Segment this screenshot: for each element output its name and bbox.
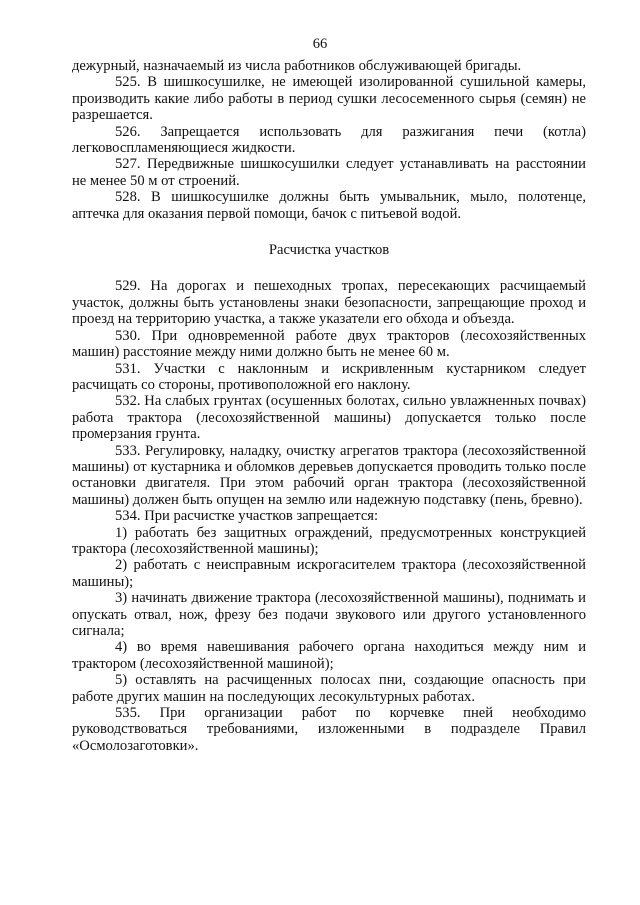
- paragraph-531: 531. Участки с наклонным и искривленным кустарником следует расчищать со стороны, противоположной его наклону.: [72, 360, 586, 393]
- paragraph-530: 530. При одновременной работе двух тракторов (лесохозяйственных машин) расстояние между ними должно быть не менее 60 м.: [72, 327, 586, 361]
- list-item-3: 3) начинать движение трактора (лесохозяйственной машины), поднимать и опускать отвал, нож, фрезу без подачи звукового или другого установленного сигнала;: [72, 590, 586, 639]
- paragraph-526: 526. Запрещается использовать для разжигания печи (котла) легковоспламеняющиеся жидкости.: [72, 123, 586, 157]
- list-item-5: 5) оставлять на расчищенных полосах пни, создающие опасность при работе других машин на последующих лесокультурных работах.: [72, 672, 586, 705]
- paragraph-532: 532. На слабых грунтах (осушенных болотах, сильно увлажненных почвах) работа трактора (лесохозяйственной машины) допускается только после промерзания грунта.: [72, 393, 586, 443]
- list-item-2: 2) работать с неисправным искрогасителем трактора (лесохозяйственной машины);: [72, 557, 586, 590]
- list-item-4: 4) во время навешивания рабочего органа находиться между ним и трактором (лесохозяйственной машиной);: [72, 639, 586, 672]
- page-number: 66: [312, 36, 328, 52]
- paragraph-533: 533. Регулировку, наладку, очистку агрегатов трактора (лесохозяйственной машины) от кустарника и обломков деревьев допускается проводить только после остановки двигателя. При этом рабочий орган трактора (лесохозяйственной машины) должен быть опущен на землю или надежную подставку (пень, бревно).: [72, 442, 586, 508]
- paragraph-continuation: дежурный, назначаемый из числа работников обслуживающей бригады.: [72, 58, 522, 74]
- document-body: [72, 58, 586, 754]
- paragraph-528: 528. В шишкосушилке должны быть умывальник, мыло, полотенце, аптечка для оказания первой помощи, бачок с питьевой водой.: [72, 189, 586, 222]
- paragraph-529: 529. На дорогах и пешеходных тропах, пересекающих расчищаемый участок, должны быть установлены знаки безопасности, запрещающие проход и проезд на территорию участка, а также указатели его обхода и объезда.: [72, 278, 586, 328]
- section-title: Расчистка участков: [268, 242, 390, 259]
- paragraph-534: 534. При расчистке участков запрещается:: [115, 508, 379, 525]
- list-item-1: 1) работать без защитных ограждений, предусмотренных конструкцией трактора (лесохозяйственной машины);: [72, 524, 586, 557]
- paragraph-535: 535. При организации работ по корчевке пней необходимо руководствоваться требованиями, изложенными в подразделе Правил «Осмолозаготовки».: [72, 705, 586, 754]
- paragraph-525: 525. В шишкосушилке, не имеющей изолированной сушильной камеры, производить какие либо работы в период сушки лесосеменного сырья (семян) не разрешается.: [72, 74, 586, 124]
- paragraph-527: 527. Передвижные шишкосушилки следует устанавливать на расстоянии не менее 50 м от строений.: [72, 156, 586, 189]
